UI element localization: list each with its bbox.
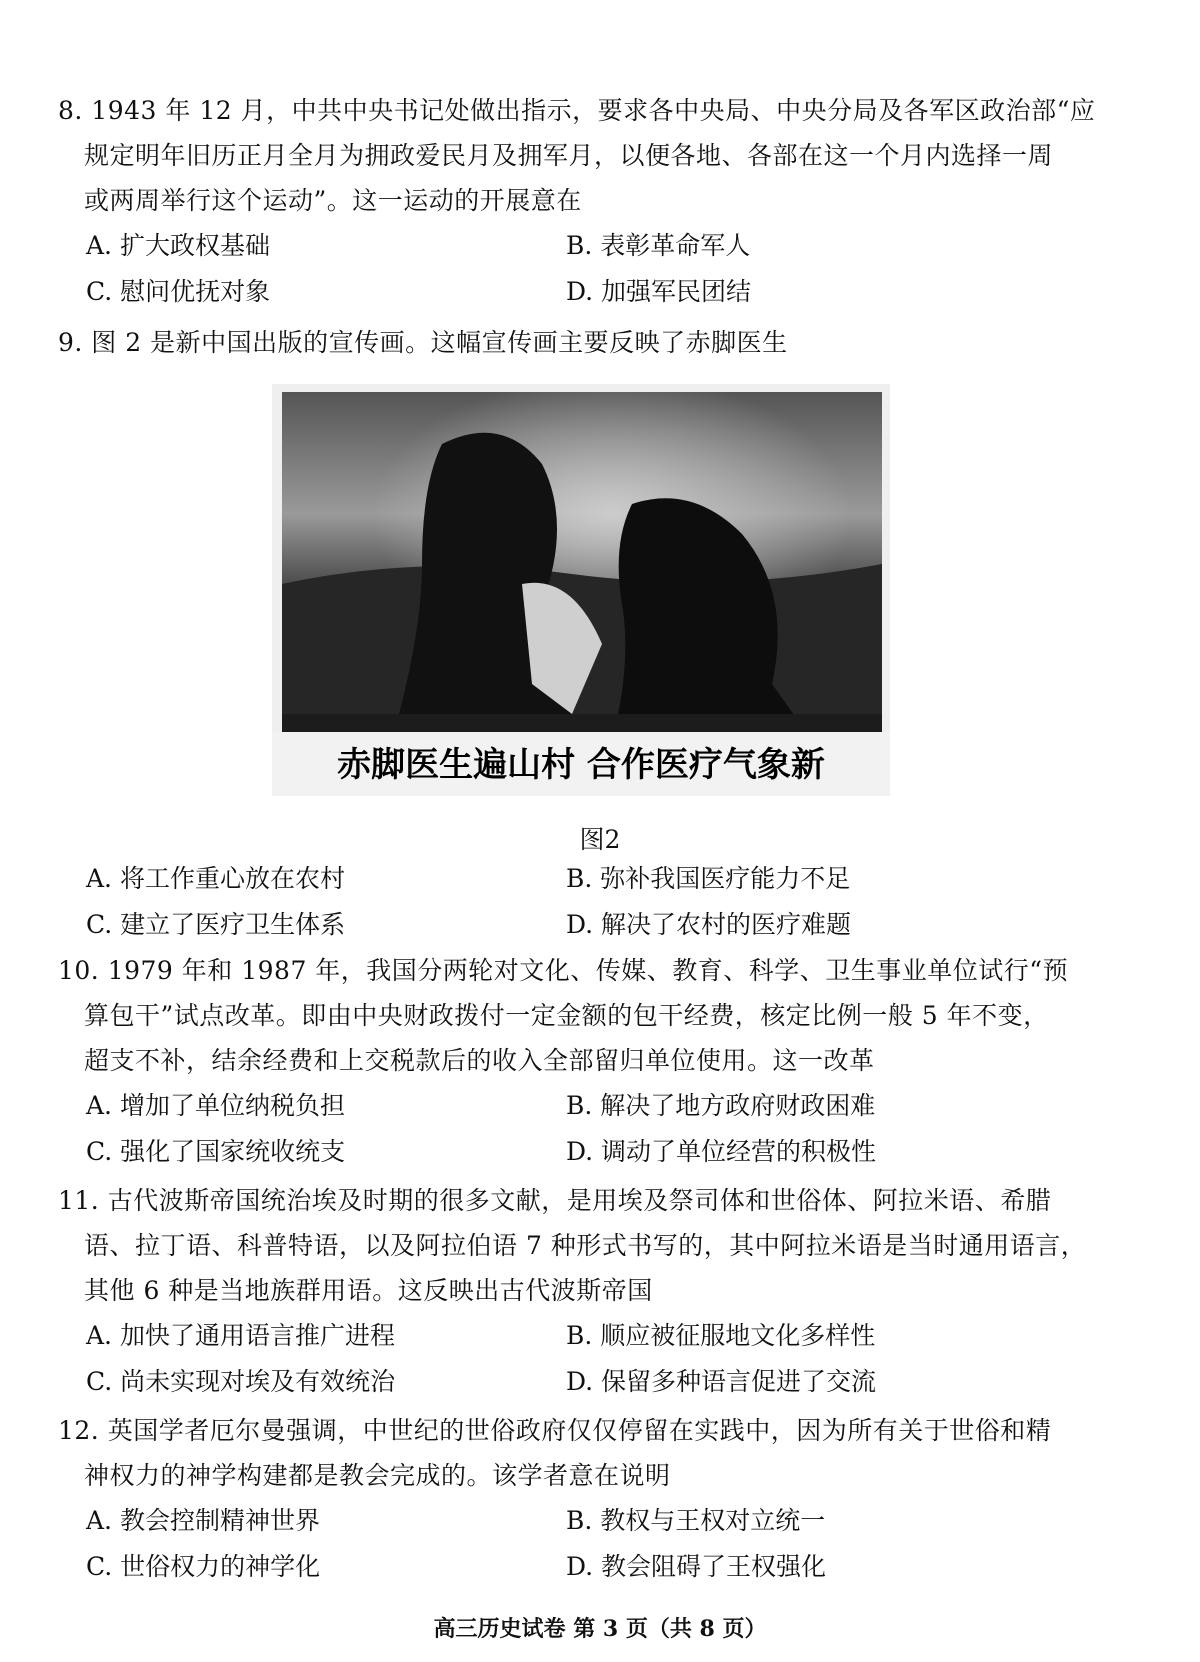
question-8-stem	[58, 88, 1108, 223]
question-11-options	[58, 1313, 1108, 1405]
question-9-options-block	[58, 856, 1108, 948]
option-b: B. 解决了地方政府财政困难	[566, 1091, 876, 1120]
question-9-stem	[58, 320, 1108, 365]
stem-line: 算包干”试点改革。即由中央财政拨付一定金额的包干经费，核定比例一般 5 年不变，	[84, 1001, 1049, 1030]
stem-line: 11. 古代波斯帝国统治埃及时期的很多文献，是用埃及祭司体和世俗体、阿拉米语、希腊	[58, 1186, 1052, 1215]
poster-slogan: 赤脚医生遍山村 合作医疗气象新	[337, 745, 825, 785]
option-c: C. 强化了国家统收统支	[86, 1137, 346, 1166]
option-d: D. 调动了单位经营的积极性	[566, 1137, 877, 1166]
option-a: A. 将工作重心放在农村	[86, 864, 345, 893]
option-b: B. 教权与王权对立统一	[566, 1506, 826, 1535]
option-b: B. 顺应被征服地文化多样性	[566, 1321, 876, 1350]
option-d: D. 解决了农村的医疗难题	[566, 910, 852, 939]
stem-line: 规定明年旧历正月全月为拥政爱民月及拥军月，以便各地、各部在这一个月内选择一周	[84, 141, 1054, 170]
question-10-options	[58, 1083, 1108, 1175]
option-b: B. 弥补我国医疗能力不足	[566, 864, 851, 893]
question-9-options	[58, 856, 1108, 948]
option-b: B. 表彰革命军人	[566, 231, 751, 260]
figure-caption: 图2	[579, 825, 621, 854]
stem-line: 其他 6 种是当地族群用语。这反映出古代波斯帝国	[84, 1276, 653, 1305]
question-12-options	[58, 1498, 1108, 1590]
question-9	[58, 320, 1108, 365]
question-8	[58, 88, 1108, 315]
stem-line: 8. 1943 年 12 月，中共中央书记处做出指示，要求各中央局、中央分局及各军区政治部“应	[58, 96, 1096, 125]
stem-line: 12. 英国学者厄尔曼强调，中世纪的世俗政府仅仅停留在实践中，因为所有关于世俗和精	[58, 1416, 1052, 1445]
option-d: D. 加强军民团结	[566, 277, 752, 306]
question-10-stem	[58, 948, 1108, 1083]
option-c: C. 世俗权力的神学化	[86, 1552, 321, 1581]
option-c: C. 慰问优抚对象	[86, 277, 271, 306]
option-a: A. 教会控制精神世界	[86, 1506, 320, 1535]
propaganda-poster-image	[272, 384, 890, 796]
option-c: C. 尚未实现对埃及有效统治	[86, 1367, 396, 1396]
question-11	[58, 1178, 1108, 1405]
question-8-options	[58, 223, 1108, 315]
option-a: A. 扩大政权基础	[86, 231, 270, 260]
stem-line: 或两周举行这个运动”。这一运动的开展意在	[84, 186, 582, 215]
question-12	[58, 1408, 1108, 1590]
option-a: A. 增加了单位纳税负担	[86, 1091, 345, 1120]
stem-line: 语、拉丁语、科普特语，以及阿拉伯语 7 种形式书写的，其中阿拉米语是当时通用语言，	[84, 1231, 1087, 1260]
option-d: D. 保留多种语言促进了交流	[566, 1367, 877, 1396]
stem-line: 超支不补，结余经费和上交税款后的收入全部留归单位使用。这一改革	[84, 1046, 875, 1075]
stem-line: 9. 图 2 是新中国出版的宣传画。这幅宣传画主要反映了赤脚医生	[58, 328, 788, 357]
stem-line: 10. 1979 年和 1987 年，我国分两轮对文化、传媒、教育、科学、卫生事业单位试行“预	[58, 956, 1069, 985]
option-a: A. 加快了通用语言推广进程	[86, 1321, 395, 1350]
stem-line: 神权力的神学构建都是教会完成的。该学者意在说明	[84, 1461, 671, 1490]
question-12-stem	[58, 1408, 1108, 1498]
option-c: C. 建立了医疗卫生体系	[86, 910, 346, 939]
question-11-stem	[58, 1178, 1108, 1313]
option-d: D. 教会阻碍了王权强化	[566, 1552, 827, 1581]
page-footer: 高三历史试卷 第 3 页（共 8 页）	[433, 1616, 767, 1642]
question-10	[58, 948, 1108, 1175]
